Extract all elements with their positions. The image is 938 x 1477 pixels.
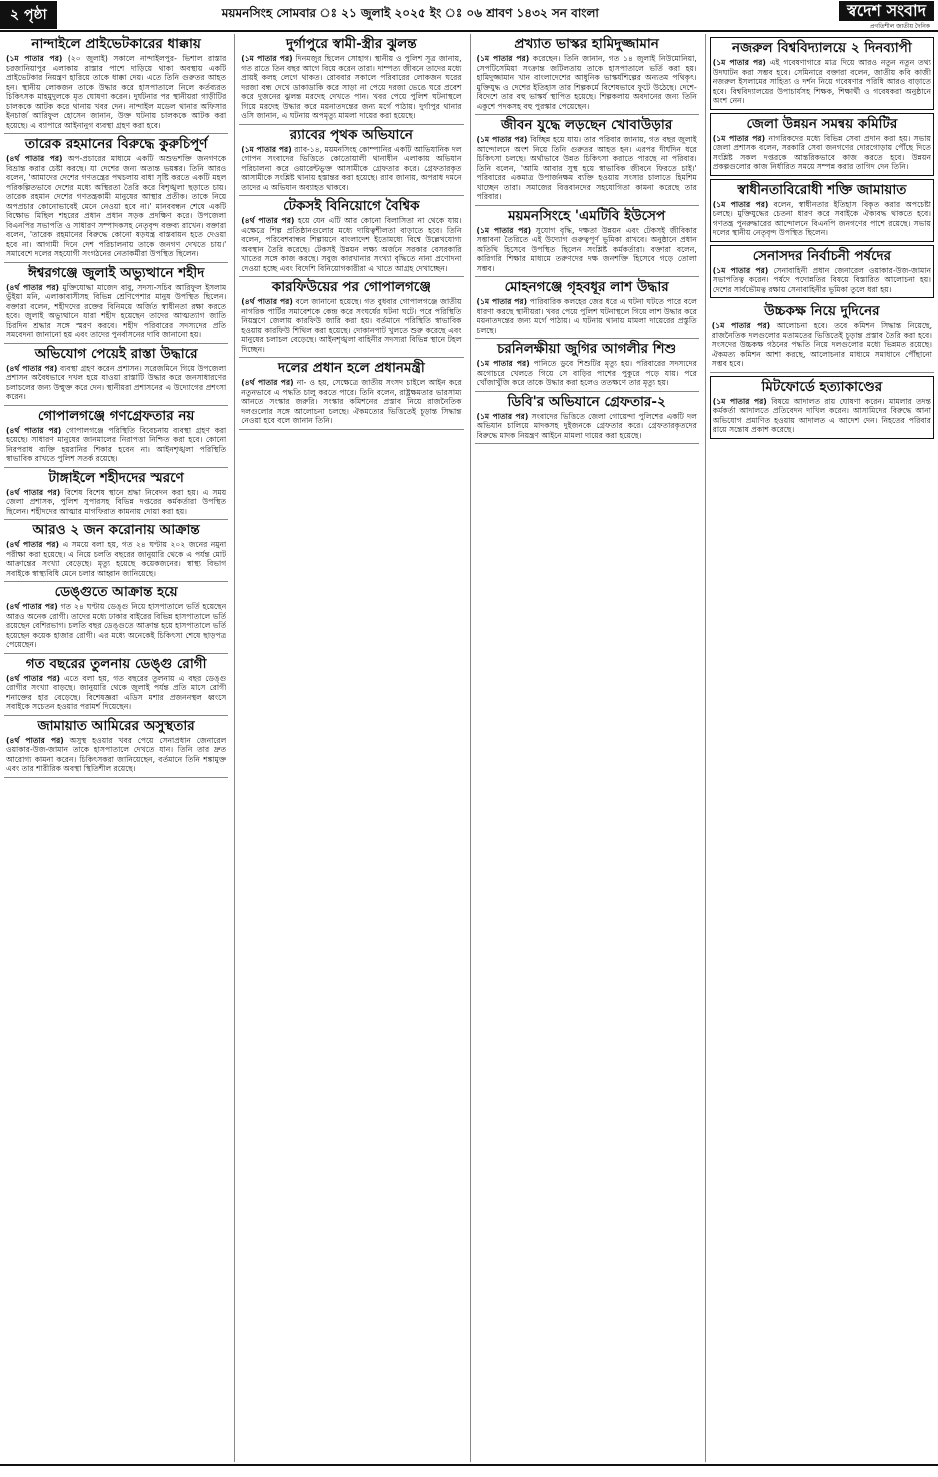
article-text: আলোচনা হবে। তবে কমিশন সিদ্ধান্ত নিয়েছে, রাজনৈতিক দলগুলোর মতামতের ভিত্তিতেই চূড়ান্ত প্রস্তাব তৈরি করা হবে। সংসদের উচ্চকক্ষ গঠনের পদ্ধতি নিয়ে দলগুলোর মধ্যে ভিন্নমত রয়েছে। ঐকমত্য কমিশন আশা করছে, আলোচনার মাধ্যমে সমাধানে পৌঁছানো সম্ভব হবে। bbox=[711, 321, 932, 368]
news-article[interactable] bbox=[475, 339, 699, 392]
article-headline[interactable]: জামায়াত আমিরের অসুস্থতার bbox=[37, 717, 195, 734]
column-3 bbox=[470, 34, 699, 1462]
article-text: পারিবারিক কলহের জের ধরে এ ঘটনা ঘটতে পারে বলে ধারণা করছে স্থানীয়রা। খবর পেয়ে পুলিশ ঘটনাস্থলে গিয়ে লাশ উদ্ধার করে ময়নাতদন্তের জন্য মর্গে পাঠায়। এ ঘটনায় থানায় মামলা দায়েরের প্রস্তুতি চলছে। bbox=[476, 297, 697, 335]
article-text: বলেন, স্বাধীনতার ইতিহাস বিকৃত করার অপচেষ্টা চলছে। মুক্তিযুদ্ধের চেতনা ধারণ করে সবাইকে ঐক্যবদ্ধ থাকতে হবে। গণতন্ত্র পুনরুদ্ধারের আন্দোলনে বিএনপি জনগণের পাশে রয়েছে। সভায় দলের স্থানীয় নেতৃবৃন্দ উপস্থিত ছিলেন। bbox=[712, 199, 931, 237]
article-body bbox=[6, 540, 226, 578]
article-body bbox=[713, 397, 931, 435]
logo-text: স্বদেশ সংবাদ bbox=[839, 1, 934, 21]
news-article[interactable] bbox=[475, 115, 699, 206]
article-text: দিনমজুর ছিলেন সোহাগ। স্থানীয় ও পুলিশ সূত্র জানায়, গত রাতে তিন বছর আগে বিয়ে করেন তারা। দাম্পত্য জীবনে তাদের মধ্যে প্রায়ই কলহ লেগে থাকত। রোববার সকালে পরিবারের লোকজন ঘরের দরজা বন্ধ দেখে ডাকাডাকি করে সাড়া না পেয়ে দরজা ভেঙে ঘরে প্রবেশ করে দুজনের ঝুলন্ত মরদেহ দেখতে পান। খবর পেয়ে পুলিশ ঘটনাস্থলে গিয়ে মরদেহ উদ্ধার করে ময়নাতদন্তের জন্য মর্গে পাঠায়। দুর্গাপুর থানার ওসি জানান, এ ঘটনায় অপমৃত্যু মামলা দায়ের করা হয়েছে। bbox=[241, 54, 462, 120]
continued-from-label: (১ম পাতার পর) bbox=[712, 199, 769, 209]
news-article[interactable] bbox=[239, 125, 463, 197]
article-text: সেনাবাহিনী প্রধান জেনারেল ওয়াকার-উজ-জামান সভাপতিত্ব করেন। পর্ষদে পদোন্নতির বিষয়ে বিস্তারিত আলোচনা হয়। দেশের সার্বভৌমত্ব রক্ষায় সেনাবাহিনীর ভূমিকা তুলে ধরা হয়। bbox=[712, 265, 931, 294]
continued-from-label: (৪র্থ পাতার পর) bbox=[241, 378, 294, 387]
news-article[interactable] bbox=[710, 301, 934, 373]
article-text: বলে জানানো হয়েছে। গত বুধবার গোপালগঞ্জে জাতীয় নাগরিক পার্টির সমাবেশকে কেন্দ্র করে সংঘর্ষের ঘটনা ঘটে। পরে পরিস্থিতি নিয়ন্ত্রণে জেলায় কারফিউ জারি করা হয়। বর্তমানে পরিস্থিতি স্বাভাবিক হওয়ায় কারফিউ শিথিল করা হয়েছে। দোকানপাট খুলতে শুরু করেছে এবং মানুষের চলাচল বেড়েছে। আইনশৃঙ্খলা বাহিনীর সদস্যরা বিভিন্ন স্থানে টহল দিচ্ছেন। bbox=[241, 297, 462, 354]
article-headline[interactable]: সেনাসদর নির্বাচনী পর্ষদের bbox=[752, 247, 892, 264]
news-article[interactable] bbox=[239, 34, 463, 125]
continued-from-label: (১ম পাতার পর) bbox=[476, 225, 532, 235]
article-text: গত ২৪ ঘণ্টায় ডেঙ্গু নিয়ে হাসপাতালে ভর্তি হয়েছেন আরও অনেক রোগী। তাদের মধ্যে ঢাকার বাইরের বিভিন্ন হাসপাতালে ভর্তি রয়েছেন বেশিরভাগ। চলতি বছর ডেঙ্গুতে আক্রান্ত হয়ে হাসপাতালে ভর্তি হয়েছেন কয়েক হাজার রোগী। এর মধ্যে অনেকেই চিকিৎসা শেষে ছাড়পত্র পেয়েছেন। bbox=[6, 602, 227, 649]
continued-from-label: (৪র্থ পাতার পর) bbox=[6, 487, 61, 497]
article-headline[interactable]: জেলা উন্নয়ন সমন্বয় কমিটির bbox=[746, 115, 898, 132]
news-article[interactable] bbox=[4, 582, 228, 654]
continued-from-label: (৪র্থ পাতার পর) bbox=[6, 154, 63, 163]
article-headline[interactable]: র‍্যাবের পৃথক অভিযানে bbox=[289, 126, 413, 143]
page-footer bbox=[0, 1464, 938, 1477]
article-body bbox=[477, 226, 697, 274]
article-headline[interactable]: টেকসই বিনিয়োগে বৈশ্বিক bbox=[283, 198, 420, 214]
article-text: র‍্যাব-১৪, ময়মনসিংহ কোম্পানির একটি আভিযানিক দল গোপন সংবাদের ভিত্তিতে কোতোয়ালী থানাধীন এলাকায় অভিযান পরিচালনা করে ওয়ারেন্টভুক্ত আসামীকে গ্রেফতার করে। গ্রেফতারকৃত আসামীকে সংশ্লিষ্ট থানায় হস্তান্তর করা হয়েছে। র‍্যাব জানায়, অপরাধ দমনে তাদের এ অভিযান অব্যাহত থাকবে। bbox=[241, 144, 462, 192]
article-body bbox=[713, 200, 931, 238]
continued-from-label: (৪র্থ পাতার পর) bbox=[6, 282, 59, 292]
continued-from-label: (১ম পাতার পর) bbox=[712, 133, 766, 143]
news-article[interactable] bbox=[4, 406, 228, 468]
article-headline[interactable]: উচ্চকক্ষ নিয়ে দুদিনের bbox=[764, 303, 880, 319]
article-text: এতে বলা হয়, গত বছরের তুলনায় এ বছর ডেঙ্গু রোগীর সংখ্যা বাড়ছে। জানুয়ারি থেকে জুলাই পর্যন্ত প্রতি মাসে রোগী শনাক্তের হার বেড়েছে। বিশেষজ্ঞরা এডিস মশার প্রজননস্থল ধ্বংসে সবাইকে সচেতন হওয়ার পরামর্শ দিয়েছেন। bbox=[6, 673, 227, 711]
continued-from-label: (১ম পাতার পর) bbox=[712, 396, 767, 406]
article-text: (২০ জুলাই) সকালে নান্দাইলপুর- ভিশাল রাস্তার চরজানিয়াপুর এলাকায় রাস্তার পাশে দাড়িয়ে থাকা অবস্থায় একটি প্রাইভেটকার নিয়ন্ত্রণ হারিয়ে তাকে ধাক্কা দেয়। এতে তিনি গুরুতর আহত হন। স্থানীয় লোকজন তাকে উদ্ধার করে হাসপাতালে নিলে কর্তব্যরত চিকিৎসক মাহমুদুলকে মৃত ঘোষণা করেন। দুর্ঘটনার পর স্থানীয়রা গাড়ীটির চালককে আটক করে থানায় খবর দেন। নান্দাইল মডেল থানার অফিসার ইনচার্জ আরিফুল হোসেন জানান, উক্ত ঘটনায় চালককে আটক করা হয়েছে। এ ব্যাপারে আইনানুগ ব্যবস্থা গ্রহণ করা হবে। bbox=[6, 54, 227, 130]
masthead bbox=[0, 0, 938, 32]
article-headline[interactable]: নজরুল বিশ্ববিদ্যালয়ে ২ দিনব্যাপী bbox=[732, 40, 912, 56]
article-text: এ সময়ে বলা হয়, গত ২৪ ঘণ্টায় ২০২ জনের নমুনা পরীক্ষা করা হয়েছে। এ নিয়ে চলতি বছরের জানুয়ারি থেকে এ পর্যন্ত মোট আক্রান্তের সংখ্যা বেড়েছে। মৃত্যু হয়েছে কয়েকজনের। স্বাস্থ্য বিভাগ সবাইকে স্বাস্থ্যবিধি মেনে চলার আহ্বান জানিয়েছে। bbox=[6, 540, 227, 578]
continued-from-label: (১ম পাতার পর) bbox=[476, 135, 528, 144]
continued-from-label: (৪র্থ পাতার পর) bbox=[241, 216, 295, 225]
article-body bbox=[477, 412, 697, 441]
article-body bbox=[6, 488, 226, 517]
article-body bbox=[6, 283, 226, 340]
article-text: নাগরিকদের মধ্যে বিভিন্ন সেবা প্রদান করা হয়। সভায় জেলা প্রশাসক বলেন, সরকারি সেবা জনগণের দোরগোড়ায় পৌঁছে দিতে সংশ্লিষ্ট সকল দপ্তরকে আন্তরিকভাবে কাজ করতে হবে। উন্নয়ন প্রকল্পগুলোর কাজ নির্ধারিত সময়ে সম্পন্ন করার তাগিদ দেন তিনি। bbox=[712, 133, 931, 171]
article-body bbox=[241, 378, 461, 426]
article-body bbox=[477, 359, 697, 388]
logo-tagline: প্রগতিশীল জাতীয় দৈনিক bbox=[869, 23, 930, 30]
news-article[interactable] bbox=[475, 34, 699, 115]
article-text: পানিতে ডুবে শিশুটির মৃত্যু হয়। পরিবারের সদস্যদের অগোচরে খেলতে গিয়ে সে বাড়ির পাশের পুকুরে পড়ে যায়। পরে খোঁজাখুঁজি করে তাকে উদ্ধার করা হলেও ততক্ষণে তার মৃত্যু হয়। bbox=[476, 359, 697, 387]
article-headline[interactable]: অভিযোগ পেয়েই রাস্তা উদ্ধারে bbox=[34, 345, 198, 362]
news-article[interactable] bbox=[475, 392, 699, 445]
page-number: ২ পৃষ্ঠা bbox=[0, 1, 57, 29]
article-text: মুক্তিযোদ্ধা মাজেদ বাবু, সদস্য-সচিব আরিফুল ইসলাম ভুঁইয়া মনি, এলাকাবাসীসহ বিভিন্ন শ্রেণিপেশার মানুষ উপস্থিত ছিলেন। বক্তারা বলেন, শহীদদের রক্তের বিনিময়ে অর্জিত স্বাধীনতা রক্ষা করতে হবে। জুলাই অভ্যুত্থানে যারা শহীদ হয়েছেন তাদের আত্মত্যাগ জাতি চিরদিন শ্রদ্ধার সঙ্গে স্মরণ করবে। শহীদ পরিবারের সদস্যদের প্রতি সমবেদনা জানানো হয় এবং তাদের পুনর্বাসনের দাবি জানানো হয়। bbox=[6, 282, 227, 339]
article-headline[interactable]: প্রখ্যাত ভাস্কর হামিদুজ্জামান bbox=[514, 36, 659, 52]
column-2 bbox=[234, 34, 463, 1462]
article-body bbox=[712, 321, 932, 369]
article-body bbox=[241, 54, 461, 121]
article-headline[interactable]: তারেক রহমানের বিরুদ্ধে কুরুচিপূর্ণ bbox=[24, 136, 208, 152]
continued-from-label: (১ম পাতার পর) bbox=[712, 58, 766, 67]
news-article[interactable] bbox=[239, 196, 463, 277]
article-text: বিচ্ছিন্ন হয়ে যায়। তার পরিবার জানায়, গত বছর জুলাই আন্দোলনে অংশ নিয়ে তিনি গুরুতর আহত হন। এরপর দীর্ঘদিন ধরে চিকিৎসা চলছে। অর্থাভাবে উন্নত চিকিৎসা করাতে পারছে না পরিবার। তিনি বলেন, 'আমি আবার সুস্থ হয়ে স্বাভাবিক জীবনে ফিরতে চাই।' পরিবারের একমাত্র উপার্জনক্ষম ব্যক্তি হওয়ায় সংসার চালাতে হিমশিম খাচ্ছেন তারা। সমাজের বিত্তবানদের সহযোগিতা কামনা করেছে তার পরিবার। bbox=[476, 135, 697, 201]
article-headline[interactable]: কারফিউয়ের পর গোপালগঞ্জে bbox=[271, 279, 431, 295]
news-article[interactable] bbox=[475, 277, 699, 339]
article-body bbox=[241, 145, 461, 193]
continued-from-label: (১ম পাতার পর) bbox=[476, 297, 528, 306]
article-headline[interactable]: জীবন যুদ্ধে লড়ছেন খোবাউড়ার bbox=[500, 117, 673, 133]
article-body bbox=[6, 54, 226, 130]
news-article[interactable] bbox=[710, 376, 934, 439]
news-article[interactable] bbox=[239, 358, 463, 430]
continued-from-label: (১ম পাতার পর) bbox=[476, 54, 530, 63]
article-headline[interactable]: ডিবি'র অভিযানে গ্রেফতার-২ bbox=[507, 393, 666, 410]
news-article[interactable] bbox=[4, 654, 228, 716]
article-body bbox=[241, 216, 461, 273]
article-headline[interactable]: গোপালগঞ্জে গণগ্রেফতার নয় bbox=[37, 407, 195, 424]
article-headline[interactable]: টাঙ্গাইলে শহীদদের স্মরণে bbox=[48, 469, 184, 486]
article-text: গোপালগঞ্জে পরিস্থিতি বিবেচনায় ব্যবস্থা গ্রহণ করা হয়েছে। সাধারণ মানুষের জানমালের নিরাপত্তা নিশ্চিত করা হবে। কোনো নিরপরাধ ব্যক্তি হয়রানির শিকার হবেন না। আইনশৃঙ্খলা পরিস্থিতি স্বাভাবিক রাখতে পুলিশ সতর্ক রয়েছে। bbox=[6, 425, 227, 463]
news-article[interactable] bbox=[475, 206, 699, 278]
article-text: এই গবেষণাগারে মাত্র দিয়ে আরও নতুন নতুন তথ্য উদঘাটন করা সম্ভব হবে। সেমিনারে বক্তারা বলেন, জাতীয় কবি কাজী নজরুল ইসলামের সাহিত্য ও দর্শন নিয়ে গবেষণার পরিধি আরও বাড়াতে হবে। বিশ্ববিদ্যালয়ের উপাচার্যসহ শিক্ষক, শিক্ষার্থী ও গবেষকরা অনুষ্ঠানে অংশ নেন। bbox=[712, 58, 931, 105]
news-article[interactable] bbox=[4, 716, 228, 778]
article-body bbox=[713, 134, 931, 172]
article-body bbox=[477, 54, 697, 111]
article-headline[interactable]: স্বাধীনতাবিরোধী শক্তি জামায়াত bbox=[737, 181, 907, 198]
continued-from-label: (৪র্থ পাতার পর) bbox=[241, 297, 293, 306]
article-body bbox=[713, 266, 931, 295]
article-headline[interactable]: মিটফোর্ডে হত্যাকাণ্ডের bbox=[761, 378, 883, 395]
article-headline[interactable]: গত বছরের তুলনায় ডেঙ্গু রোগী bbox=[25, 655, 207, 672]
column-4 bbox=[705, 34, 934, 1462]
news-article[interactable] bbox=[710, 113, 934, 176]
continued-from-label: (৪র্থ পাতার পর) bbox=[6, 673, 60, 683]
article-body bbox=[6, 364, 226, 402]
article-headline[interactable]: মোহনগঞ্জে গৃহবধূর লাশ উদ্ধার bbox=[504, 279, 669, 295]
columns bbox=[4, 34, 934, 1462]
article-body bbox=[477, 135, 697, 202]
article-body bbox=[241, 297, 461, 354]
article-text: করেছেন। তিনি জানান, গত ১৪ জুলাই নিউমোনিয়া, সেপটিসেমিয়া সংক্রান্ত জটিলতায় তাকে হাসপাতালে ভর্তি করা হয়। হামিদুজ্জামান খান বাংলাদেশের আধুনিক ভাস্কর্যশিল্পের অন্যতম পথিকৃৎ। মুক্তিযুদ্ধ ও দেশের ইতিহাস তার শিল্পকর্মে বিশেষভাবে ফুটে উঠেছে। দেশে-বিদেশে তার বহু ভাস্কর্য স্থাপিত হয়েছে। শিল্পকলায় অবদানের জন্য তিনি একুশে পদকসহ বহু পুরস্কার পেয়েছেন। bbox=[476, 54, 697, 111]
news-article[interactable] bbox=[4, 263, 228, 344]
article-text: ব্যবস্থা গ্রহণ করেন প্রশাসন। সরেজমিনে গিয়ে উপজেলা প্রশাসন অবৈধভাবে দখল হয়ে যাওয়া রাস্তাটি উদ্ধার করে জনসাধারণের চলাচলের জন্য উন্মুক্ত করে দেন। স্থানীয়রা প্রশাসনের এ উদ্যোগের প্রশংসা করেন। bbox=[6, 363, 227, 401]
continued-from-label: (৪র্থ পাতার পর) bbox=[6, 735, 64, 745]
news-article[interactable] bbox=[4, 134, 228, 263]
news-article[interactable] bbox=[4, 344, 228, 406]
article-text: অপ-প্রচারের মাধ্যমে একটি অশুভশক্তি জনগণকে বিভ্রান্ত করার চেষ্টা করছে। যা দেশের জন্য অত্যন্ত ভয়ঙ্কর। তিনি আরও বলেন, 'আমাদের দেশের গণতন্ত্রের পথচলায় বাধা সৃষ্টি করতে একটি মহল পরিকল্পিতভাবে দেশের মধ্যে অস্থিরতা তৈরি করে বিশৃঙ্খলা ছড়াতে চায়। তারেক রহমান দেশের গণতন্ত্রকামী মানুষের আস্থার প্রতীক। তাকে নিয়ে অপপ্রচার কোনোভাবেই মেনে নেওয়া হবে না।' মানববন্ধন শেষে একটি বিক্ষোভ মিছিল শহরের প্রধান প্রধান সড়ক প্রদক্ষিণ করে। উপজেলা বিএনপির সভাপতি ও সাধারণ সম্পাদকসহ নেতৃবৃন্দ বক্তব্য রাখেন। বক্তারা বলেন, 'তারেক রহমানের বিরুদ্ধে কোনো ষড়যন্ত্র বাস্তবায়ন হতে দেওয়া হবে না। আগামী দিনে দেশ পরিচালনায় তাকে জনগণ দেখতে চায়।' সমাবেশে দলের সহযোগী সংগঠনের নেতাকর্মীরা উপস্থিত ছিলেন। bbox=[6, 154, 227, 258]
continued-from-label: (১ম পাতার পর) bbox=[476, 411, 529, 421]
article-headline[interactable]: ডেঙ্গুতে আক্রান্ত হয়ে bbox=[54, 584, 178, 600]
dateline: ময়মনসিংহ সোমবার ঃ ২১ জুলাই ২০২৫ ইং ঃ ০৬ শ্রাবণ ১৪৩২ সন বাংলা bbox=[221, 6, 599, 20]
article-headline[interactable]: আরও ২ জন করোনায় আক্রান্ত bbox=[32, 522, 200, 538]
article-body bbox=[713, 58, 931, 106]
continued-from-label: (১ম পাতার পর) bbox=[711, 321, 771, 330]
article-text: সুযোগ বৃদ্ধি, দক্ষতা উন্নয়ন এবং টেকসই জীবিকার সম্ভাবনা তৈরিতে এই উদ্যোগ গুরুত্বপূর্ণ ভূমিকা রাখবে। অনুষ্ঠানে প্রধান অতিথি হিসেবে উপস্থিত ছিলেন সংশ্লিষ্ট কর্মকর্তারা। বক্তারা বলেন, কারিগরি শিক্ষার মাধ্যমে তরুণদের দক্ষ জনশক্তি হিসেবে গড়ে তোলা সম্ভব। bbox=[476, 225, 697, 273]
continued-from-label: (১ম পাতার পর) bbox=[712, 265, 769, 275]
article-body bbox=[6, 736, 226, 774]
news-article[interactable] bbox=[4, 468, 228, 521]
article-text: বিষয়ে আদালত রায় ঘোষণা করেন। মামলার তদন্ত কর্মকর্তা আদালতে প্রতিবেদন দাখিল করেন। আসামিদের বিরুদ্ধে আনা অভিযোগ প্রমাণিত হওয়ায় আদালত এ আদেশ দেন। নিহতের পরিবার রায়ে সন্তোষ প্রকাশ করেছে। bbox=[712, 396, 931, 434]
continued-from-label: (৪র্থ পাতার পর) bbox=[6, 540, 59, 549]
news-article[interactable] bbox=[239, 277, 463, 358]
continued-from-label: (১ম পাতার পর) bbox=[476, 359, 530, 368]
article-body bbox=[6, 602, 226, 650]
continued-from-label: (৪র্থ পাতার পর) bbox=[6, 602, 58, 611]
article-text: বিশেষ বিশেষ স্থানে শ্রদ্ধা নিবেদন করা হয়। এ সময় জেলা প্রশাসক, পুলিশ সুপারসহ বিভিন্ন দপ্তরের কর্মকর্তারা উপস্থিত ছিলেন। শহীদদের আত্মার মাগফিরাত কামনায় দোয়া করা হয়। bbox=[6, 487, 227, 516]
column-1 bbox=[4, 34, 228, 1462]
continued-from-label: (৪র্থ পাতার পর) bbox=[6, 425, 62, 435]
newspaper-logo bbox=[764, 1, 934, 29]
article-body bbox=[6, 674, 226, 712]
article-headline[interactable]: চরনিলক্ষীয়া জুগির আগলীর শিশু bbox=[497, 341, 677, 357]
article-body bbox=[6, 426, 226, 464]
article-text: অসুস্থ হওয়ার খবর পেয়ে সেনাপ্রধান জেনারেল ওয়াকার-উজ-জামান তাকে হাসপাতালে দেখতে যান। তিনি তার দ্রুত আরোগ্য কামনা করেন। চিকিৎসকরা জানিয়েছেন, বর্তমানে তিনি শঙ্কামুক্ত এবং তার শারীরিক অবস্থা স্থিতিশীল রয়েছে। bbox=[6, 735, 227, 773]
news-article[interactable] bbox=[710, 37, 934, 110]
continued-from-label: (৪র্থ পাতার পর) bbox=[6, 363, 58, 373]
news-article[interactable] bbox=[710, 179, 934, 242]
continued-from-label: (১ম পাতার পর) bbox=[6, 54, 63, 63]
news-article[interactable] bbox=[710, 245, 934, 299]
article-headline[interactable]: ময়মনসিংহে 'এমটিবি ইউসেপ bbox=[508, 207, 666, 224]
article-headline[interactable]: নান্দাইলে প্রাইভেটকারের ধাক্কায় bbox=[31, 36, 201, 52]
news-article[interactable] bbox=[4, 520, 228, 582]
continued-from-label: (১ম পাতার পর) bbox=[241, 54, 293, 63]
article-text: না- ও হয়, সেক্ষেত্রে জাতীয় সংসদ চাইলে আইন করে নতুনভাবে এ পদ্ধতি চালু করতে পারে। তিনি বলেন, রাষ্ট্রক্ষমতার ভারসাম্য আনতে সংস্কার জরুরি। সংস্কার কমিশনের প্রস্তাব নিয়ে রাজনৈতিক দলগুলোর সঙ্গে আলোচনা চলছে। ঐকমত্যের ভিত্তিতেই চূড়ান্ত সিদ্ধান্ত নেওয়া হবে বলে জানান তিনি। bbox=[241, 378, 462, 425]
article-headline[interactable]: ঈশ্বরগঞ্জে জুলাই অভ্যুত্থানে শহীদ bbox=[27, 264, 205, 281]
article-body bbox=[477, 297, 697, 335]
article-headline[interactable]: দলের প্রধান হলে প্রধানমন্ত্রী bbox=[278, 360, 425, 376]
news-article[interactable] bbox=[4, 34, 228, 134]
article-text: সংবাদের ভিত্তিতে জেলা গোয়েন্দা পুলিশের একটি দল অভিযান চালিয়ে মাদকসহ দুইজনকে গ্রেফতার করে। গ্রেফতারকৃতদের বিরুদ্ধে মাদক নিয়ন্ত্রণ আইনে মামলা দায়ের করা হয়েছে। bbox=[476, 411, 697, 440]
article-text: হয়ে যেন এটি আর কোনো বিলাসিতা না থেকে যায়। এক্ষেত্রে শিল্প প্রতিষ্ঠানগুলোর মধ্যে দায়িত্বশীলতা বাড়াতে হবে। তিনি বলেন, পরিবেশবান্ধব শিল্পায়নে বাংলাদেশ ইতোমধ্যে বিশ্বে উল্লেখযোগ্য অবস্থান তৈরি করেছে। টেকসই উন্নয়ন লক্ষ্য অর্জনে সরকার বেসরকারি খাতের সঙ্গে কাজ করছে। সবুজ কারখানার সংখ্যা বৃদ্ধিতে নানা প্রণোদনা দেওয়া হচ্ছে এবং বিদেশি বিনিয়োগকারীরা এ খাতে আগ্রহ দেখাচ্ছেন। bbox=[241, 216, 462, 273]
article-headline[interactable]: দুর্গাপুরে স্বামী-স্ত্রীর ঝুলন্ত bbox=[286, 36, 417, 52]
article-body bbox=[6, 154, 226, 259]
continued-from-label: (১ম পাতার পর) bbox=[241, 144, 292, 154]
